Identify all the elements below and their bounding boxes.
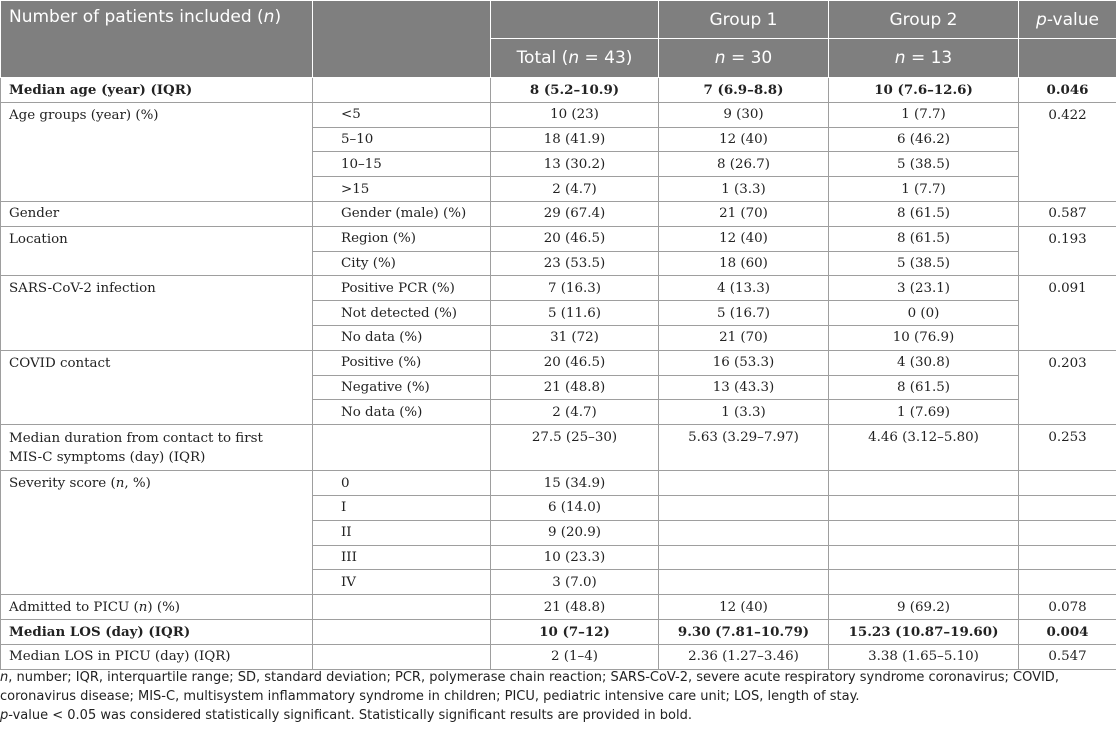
total-cell: 10 (23.3)	[491, 545, 659, 570]
group1-cell: 4 (13.3)	[659, 276, 829, 301]
group2-cell: 4.46 (3.12–5.80)	[829, 425, 1019, 471]
total-cell: 7 (16.3)	[491, 276, 659, 301]
row-label: Median LOS (day) (IQR)	[1, 619, 313, 644]
row-label: Age groups (year) (%)	[1, 102, 313, 201]
sub-label: >15	[313, 177, 491, 202]
header-total: Total (n = 43)	[491, 39, 659, 78]
group2-cell: 6 (46.2)	[829, 127, 1019, 152]
header-g1-n: n = 30	[659, 39, 829, 78]
group2-cell: 9 (69.2)	[829, 595, 1019, 620]
row-label: Admitted to PICU (n) (%)	[1, 595, 313, 620]
p-value-cell: 0.193	[1019, 226, 1116, 276]
table-row	[1, 471, 1116, 496]
group1-cell: 9 (30)	[659, 102, 829, 127]
sub-label: IV	[313, 570, 491, 595]
sub-label: No data (%)	[313, 400, 491, 425]
group1-cell: 21 (70)	[659, 201, 829, 226]
group1-cell: 5.63 (3.29–7.97)	[659, 425, 829, 471]
abbreviations-note: n, number; IQR, interquartile range; SD, standard deviation; PCR, polymerase chain reaction; SARS-CoV-2, severe acute respiratory syndrome coronavirus; COVID, coronavirus disease; MIS-C, multisystem inflammatory syndrome in children; PICU, pediatric intensive care unit; LOS, length of stay.	[0, 670, 1059, 704]
total-cell: 21 (48.8)	[491, 595, 659, 620]
total-cell: 9 (20.9)	[491, 520, 659, 545]
table-row	[1, 201, 1116, 226]
header-group1: Group 1	[659, 1, 829, 39]
sub-label: <5	[313, 102, 491, 127]
group2-cell: 0 (0)	[829, 301, 1019, 326]
total-cell: 31 (72)	[491, 325, 659, 350]
sub-label: Gender (male) (%)	[313, 201, 491, 226]
sub-label: Not detected (%)	[313, 301, 491, 326]
group2-cell: 8 (61.5)	[829, 201, 1019, 226]
p-value-cell: 0.203	[1019, 350, 1116, 424]
sub-label: 0	[313, 471, 491, 496]
table-row	[1, 78, 1116, 103]
table-row	[1, 619, 1116, 644]
sub-label: No data (%)	[313, 325, 491, 350]
group1-cell: 2.36 (1.27–3.46)	[659, 644, 829, 669]
total-cell: 8 (5.2–10.9)	[491, 78, 659, 103]
row-label: Median age (year) (IQR)	[1, 78, 313, 103]
header-p-value: p-value	[1019, 1, 1116, 39]
total-cell: 13 (30.2)	[491, 152, 659, 177]
row-label: Gender	[1, 201, 313, 226]
p-value-cell: 0.587	[1019, 201, 1116, 226]
group1-cell: 21 (70)	[659, 325, 829, 350]
group2-cell: 1 (7.69)	[829, 400, 1019, 425]
total-cell: 2 (4.7)	[491, 177, 659, 202]
header-empty-p-bottom	[1019, 39, 1116, 78]
total-cell: 10 (23)	[491, 102, 659, 127]
sub-label: City (%)	[313, 251, 491, 276]
group2-cell: 10 (76.9)	[829, 325, 1019, 350]
total-cell: 29 (67.4)	[491, 201, 659, 226]
group1-cell: 13 (43.3)	[659, 375, 829, 400]
total-cell: 20 (46.5)	[491, 350, 659, 375]
table-row	[1, 644, 1116, 669]
group2-cell: 10 (7.6–12.6)	[829, 78, 1019, 103]
row-label: Location	[1, 226, 313, 276]
total-cell: 20 (46.5)	[491, 226, 659, 251]
p-value-cell: 0.547	[1019, 644, 1116, 669]
sub-label: 5–10	[313, 127, 491, 152]
p-value-cell: 0.422	[1019, 102, 1116, 201]
table-row	[1, 226, 1116, 251]
group2-cell: 3 (23.1)	[829, 276, 1019, 301]
group2-cell: 3.38 (1.65–5.10)	[829, 644, 1019, 669]
row-label: Median LOS in PICU (day) (IQR)	[1, 644, 313, 669]
table-row	[1, 350, 1116, 375]
group2-cell: 4 (30.8)	[829, 350, 1019, 375]
group1-cell: 16 (53.3)	[659, 350, 829, 375]
group1-cell: 18 (60)	[659, 251, 829, 276]
p-value-cell: 0.078	[1019, 595, 1116, 620]
group1-cell: 1 (3.3)	[659, 177, 829, 202]
p-value-cell: 0.004	[1019, 619, 1116, 644]
group1-cell: 12 (40)	[659, 127, 829, 152]
row-label: Median duration from contact to first MIS-C symptoms (day) (IQR)	[1, 425, 313, 471]
table-row	[1, 276, 1116, 301]
row-label: COVID contact	[1, 350, 313, 424]
p-value-cell: 0.091	[1019, 276, 1116, 350]
sub-label: Negative (%)	[313, 375, 491, 400]
table-row	[1, 425, 1116, 471]
p-value-cell: 0.046	[1019, 78, 1116, 103]
total-cell: 2 (1–4)	[491, 644, 659, 669]
total-cell: 15 (34.9)	[491, 471, 659, 496]
header-empty	[313, 1, 491, 78]
total-cell: 23 (53.5)	[491, 251, 659, 276]
group1-cell: 1 (3.3)	[659, 400, 829, 425]
group1-cell: 8 (26.7)	[659, 152, 829, 177]
group1-cell: 12 (40)	[659, 595, 829, 620]
total-cell: 3 (7.0)	[491, 570, 659, 595]
total-cell: 27.5 (25–30)	[491, 425, 659, 471]
header-group2: Group 2	[829, 1, 1019, 39]
group2-cell: 5 (38.5)	[829, 251, 1019, 276]
group1-cell: 9.30 (7.81–10.79)	[659, 619, 829, 644]
table-footnotes	[0, 668, 1110, 725]
row-label: Severity score (n, %)	[1, 471, 313, 595]
group2-cell: 8 (61.5)	[829, 375, 1019, 400]
row-label: SARS-CoV-2 infection	[1, 276, 313, 350]
sub-label: II	[313, 520, 491, 545]
group2-cell: 1 (7.7)	[829, 177, 1019, 202]
header-g2-n: n = 13	[829, 39, 1019, 78]
total-cell: 2 (4.7)	[491, 400, 659, 425]
total-cell: 18 (41.9)	[491, 127, 659, 152]
total-cell: 10 (7–12)	[491, 619, 659, 644]
total-cell: 6 (14.0)	[491, 495, 659, 520]
group1-cell: 7 (6.9–8.8)	[659, 78, 829, 103]
header-title: Number of patients included (n)	[1, 1, 313, 78]
group2-cell: 8 (61.5)	[829, 226, 1019, 251]
total-cell: 21 (48.8)	[491, 375, 659, 400]
sub-label: Positive PCR (%)	[313, 276, 491, 301]
significance-note: p-value < 0.05 was considered statistically significant. Statistically significant results are provided in bold.	[0, 708, 693, 723]
p-value-cell: 0.253	[1019, 425, 1116, 471]
table-row	[1, 102, 1116, 127]
group2-cell: 5 (38.5)	[829, 152, 1019, 177]
group2-cell: 15.23 (10.87–19.60)	[829, 619, 1019, 644]
group1-cell: 12 (40)	[659, 226, 829, 251]
group2-cell: 1 (7.7)	[829, 102, 1019, 127]
sub-label: Region (%)	[313, 226, 491, 251]
sub-label: 10–15	[313, 152, 491, 177]
group1-cell: 5 (16.7)	[659, 301, 829, 326]
sub-label: I	[313, 495, 491, 520]
sub-label: III	[313, 545, 491, 570]
sub-label: Positive (%)	[313, 350, 491, 375]
table-row	[1, 595, 1116, 620]
total-cell: 5 (11.6)	[491, 301, 659, 326]
header-empty-total-top	[491, 1, 659, 39]
